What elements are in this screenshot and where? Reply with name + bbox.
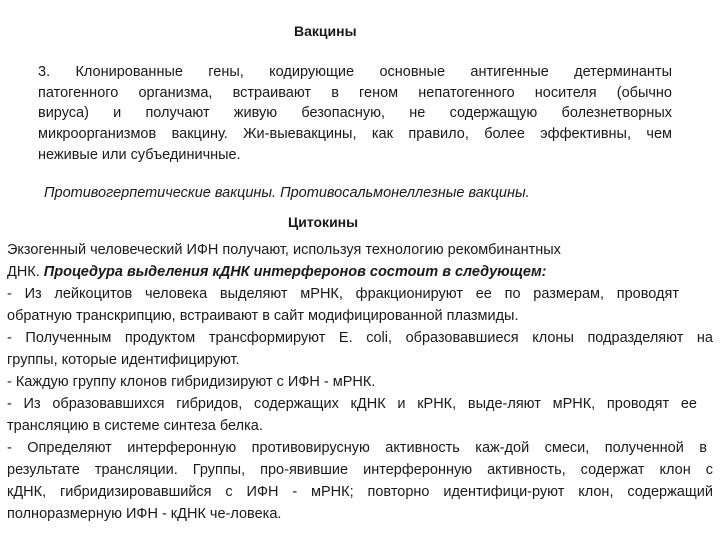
intro-line bbox=[7, 263, 547, 281]
step-line: трансляцию в системе синтеза белка. bbox=[7, 418, 263, 434]
step-line: - Полученным продуктом транcформируют E. coli, образовавшиеся клоны подразделяют на bbox=[7, 330, 713, 346]
intro-bold-italic: Процедура выделения кДНК интерферонов состоит в следующем: bbox=[43, 264, 547, 280]
paragraph-line: микроорганизмов вакцину. Жи-выевакцины, как правило, более эффективны, чем bbox=[38, 126, 672, 142]
paragraph-line: патогенного организма, встраивают в геном непатогенного носителя (обычно bbox=[38, 85, 672, 101]
paragraph-line: неживые или субъединичные. bbox=[38, 147, 241, 163]
intro-plain: ДНК. bbox=[7, 264, 44, 280]
intro-line: Экзогенный человеческий ИФН получают, используя технологию рекомбинантных bbox=[7, 242, 561, 258]
step-line: - Каждую группу клонов гибридизируют с ИФН - мРНК. bbox=[7, 374, 376, 390]
vaccine-examples: Противогерпетические вакцины. Противосальмонеллезные вакцины. bbox=[44, 185, 530, 201]
paragraph-line: 3. Клонированные гены, кодирующие основные антигенные детерминанты bbox=[38, 64, 672, 80]
paragraph-line: вируса) и получают живую безопасную, не содержащую болезнетворных bbox=[38, 105, 672, 121]
cytokines-heading: Цитокины bbox=[288, 214, 359, 230]
step-line: результате трансляции. Группы, про-явившие интерферонную активность, содержат клон с bbox=[7, 462, 713, 478]
step-line: - Из образовавшихся гибридов, содержащих кДНК и кРНК, выде-ляют мРНК, проводят ее bbox=[7, 396, 697, 412]
vaccines-heading: Вакцины bbox=[294, 23, 357, 39]
step-line: обратную транскрипцию, встраивают в сайт модифицированной плазмиды. bbox=[7, 308, 519, 324]
step-line: полноразмерную ИФН - кДНК че-ловека. bbox=[7, 506, 282, 522]
step-line: - Определяют интерферонную противовирусную активность каж-дой смеси, полученной в bbox=[7, 440, 707, 456]
step-line: группы, которые идентифицируют. bbox=[7, 352, 240, 368]
step-line: кДНК, гибридизировавшийся с ИФН - мРНК; повторно идентифици-руют клон, содержащий bbox=[7, 484, 713, 500]
step-line: - Из лейкоцитов человека выделяют мРНК, фракционируют ее по размерам, проводят bbox=[7, 286, 679, 302]
